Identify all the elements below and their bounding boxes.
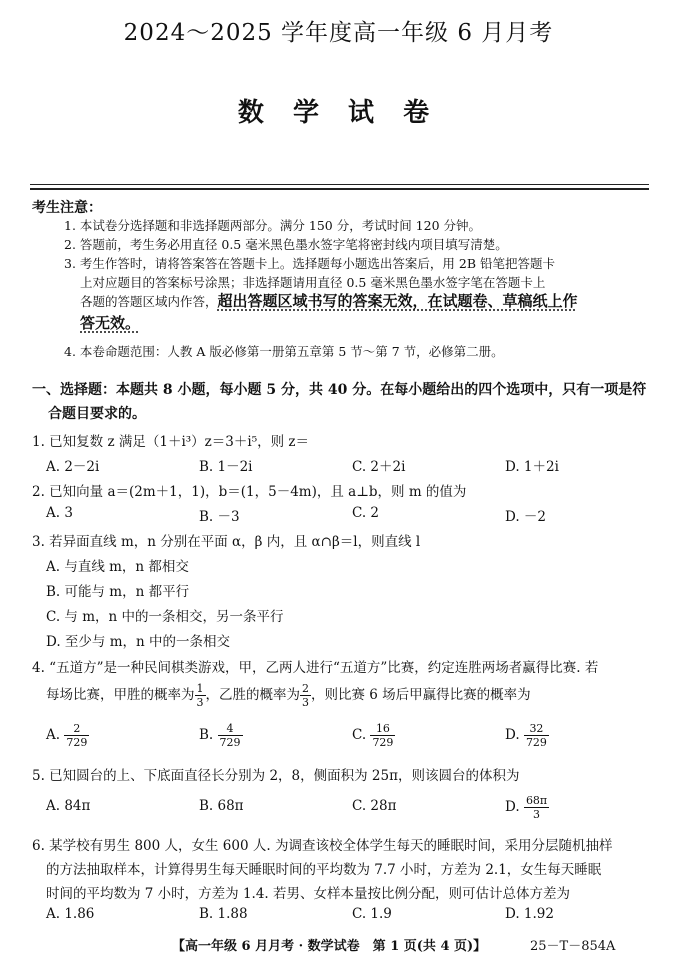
question-1-stem: 1. 已知复数 z 满足（1＋i³）z＝3＋i⁵，则 z＝ (32, 434, 310, 450)
q4-option-d-label: D. (505, 727, 520, 743)
q5-option-d-denominator: 3 (533, 808, 541, 821)
q4-prob-jia-fraction (195, 682, 206, 709)
q6-option-b: B. 1.88 (199, 906, 248, 922)
q4-option-c (352, 722, 395, 749)
q4-option-c-label: C. (352, 727, 367, 743)
q4-option-d (505, 722, 549, 749)
q4-prob-yi-fraction (300, 682, 311, 709)
q3-option-a: A. 与直线 m，n 都相交 (46, 559, 189, 575)
q3-option-c: C. 与 m，n 中的一条相交，另一条平行 (46, 609, 284, 625)
q4-prob-yi-denominator: 3 (302, 696, 309, 709)
q4-prob-jia-denominator: 3 (196, 696, 204, 709)
notice-item-2: 2. 答题前，考生务必用直径 0.5 毫米黑色墨水签字笔将密封线内项目填写清楚。 (64, 237, 508, 252)
q3-option-d: D. 至少与 m，n 中的一条相交 (46, 634, 231, 650)
q2-option-a: A. 3 (46, 505, 73, 521)
q4-prob-yi-numerator: 2 (302, 682, 309, 695)
q5-option-d-label: D. (505, 799, 520, 815)
notice-item-3-cont2 (80, 292, 665, 311)
q4-option-d-denominator: 729 (525, 736, 547, 749)
q5-option-b: B. 68π (199, 798, 244, 814)
q4-prob-jia-numerator: 1 (196, 682, 204, 695)
footer-exam-code: 25－T－854A (530, 939, 616, 954)
q4-option-a (46, 722, 89, 749)
notice-item-3-emphasis: 超出答题区域书写的答案无效，在试题卷、草稿纸上作 (217, 292, 578, 310)
q4-option-b-label: B. (199, 727, 214, 743)
section-heading-line1: 一、选择题：本题共 8 小题，每小题 5 分，共 40 分。在每小题给出的四个选项中，只有一项是符 (32, 382, 647, 398)
question-4-stem-line2 (46, 682, 531, 709)
exam-subject-title: 数 学 试 卷 (237, 98, 440, 128)
q2-option-c: C. 2 (352, 505, 380, 521)
question-4-stem-line1: 4. “五道方”是一种民间棋类游戏，甲，乙两人进行“五道方”比赛，约定连胜两场者赢得比赛. 若 (32, 660, 599, 676)
notice-item-3: 3. 考生作答时，请将答案答在答题卡上。选择题每小题选出答案后，用 2B 铅笔把答题卡 (64, 256, 555, 271)
question-6-stem-line1: 6. 某学校有男生 800 人，女生 600 人. 为调查该校全体学生每天的睡眠时间，采用分层随机抽样 (32, 838, 613, 854)
divider-thick (30, 188, 649, 190)
q4-stem-part-b: ，乙胜的概率为 (205, 687, 300, 703)
q3-option-b: B. 可能与 m，n 都平行 (46, 584, 190, 600)
q5-option-c: C. 28π (352, 798, 397, 814)
q4-option-c-numerator: 16 (370, 722, 395, 736)
q4-option-c-denominator: 729 (372, 736, 394, 749)
notice-item-3-cont: 上对应题目的答案标号涂黑；非选择题请用直径 0.5 毫米黑色墨水签字笔在答题卡上 (80, 275, 546, 290)
notice-item-3-emphasis-end: 答无效。 (80, 314, 141, 332)
q5-option-d (505, 794, 549, 821)
q6-option-d: D. 1.92 (505, 906, 554, 922)
question-3-stem: 3. 若异面直线 m，n 分别在平面 α，β 内，且 α∩β＝l，则直线 l (32, 534, 421, 550)
q2-option-d: D. －2 (505, 509, 547, 525)
section-heading-line2: 合题目要求的。 (48, 406, 146, 422)
q4-stem-part-a: 每场比赛，甲胜的概率为 (46, 687, 195, 703)
q4-option-a-denominator: 729 (66, 736, 88, 749)
exam-title: 2024～2025 学年度高一年级 6 月月考 (123, 20, 554, 46)
question-5-stem: 5. 已知圆台的上、下底面直径长分别为 2，8，侧面积为 25π，则该圆台的体积为 (32, 768, 520, 784)
q6-option-a: A. 1.86 (46, 906, 95, 922)
notice-item-4: 4. 本卷命题范围：人教 A 版必修第一册第五章第 5 节～第 7 节，必修第二册。 (64, 344, 504, 359)
notice-item-1: 1. 本试卷分选择题和非选择题两部分。满分 150 分，考试时间 120 分钟。 (64, 218, 482, 233)
q1-option-a: A. 2－2i (46, 459, 100, 475)
question-6-stem-line2: 的方法抽取样本，计算得男生每天睡眠时间的平均数为 7.7 小时，方差为 2.1，女生每天睡眠 (46, 862, 602, 878)
question-6-stem-line3: 时间的平均数为 7 小时，方差为 1.4. 若男、女样本量按比例分配，则可估计总体方差为 (46, 886, 571, 902)
q4-stem-part-c: ，则比赛 6 场后甲赢得比赛的概率为 (311, 687, 531, 703)
q4-option-a-numerator: 2 (64, 722, 89, 736)
notice-heading: 考生注意： (32, 200, 102, 216)
q4-option-b-denominator: 729 (219, 736, 241, 749)
q1-option-b: B. 1－2i (199, 459, 253, 475)
notice-item-3-plain: 各题的答题区域内作答， (80, 294, 218, 309)
question-2-stem: 2. 已知向量 a＝(2m＋1，1)，b＝(1，5－4m)，且 a⊥b，则 m 的值为 (32, 484, 467, 500)
q4-option-a-label: A. (46, 727, 61, 743)
q5-option-d-numerator: 68π (525, 794, 548, 807)
q1-option-c: C. 2＋2i (352, 459, 406, 475)
q4-option-b-numerator: 4 (218, 722, 243, 736)
section-heading (32, 378, 652, 426)
footer-page-info: 【高一年级 6 月月考 · 数学试卷 第 1 页(共 4 页)】 (172, 939, 487, 954)
q4-option-b (199, 722, 243, 749)
divider-thin (30, 184, 649, 185)
q6-option-c: C. 1.9 (352, 906, 392, 922)
q1-option-d: D. 1＋2i (505, 459, 559, 475)
q2-option-b: B. －3 (199, 509, 240, 525)
q4-option-d-numerator: 32 (524, 722, 549, 736)
q5-option-a: A. 84π (46, 798, 91, 814)
